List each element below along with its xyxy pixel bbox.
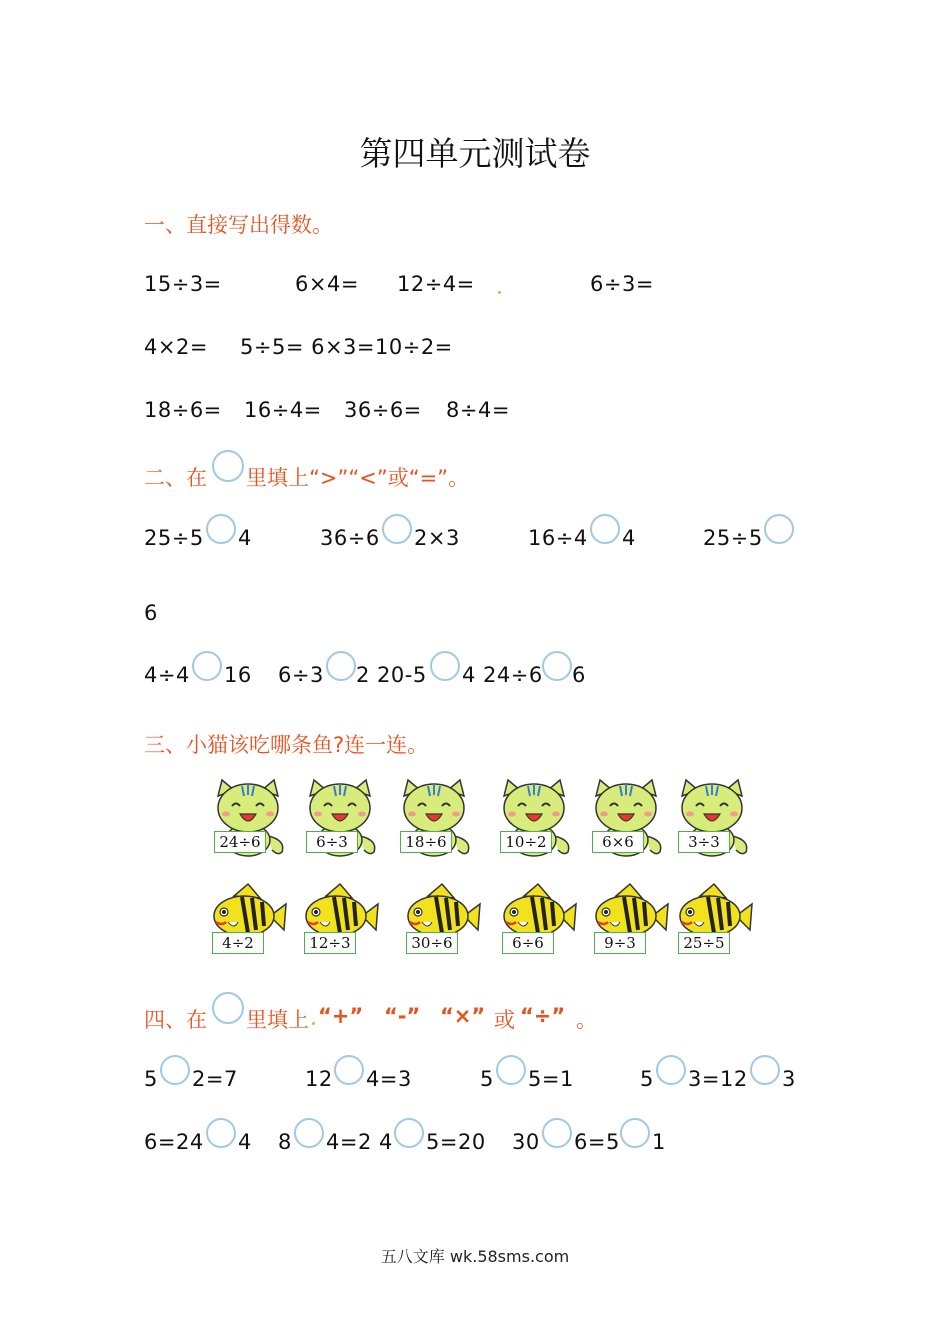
answer-circle[interactable] — [590, 514, 620, 544]
problem: 2×3 — [414, 526, 460, 550]
answer-circle[interactable] — [656, 1055, 686, 1085]
answer-circle[interactable] — [206, 514, 236, 544]
section4-heading-or: 或 — [494, 1008, 515, 1032]
cat-expression-card: 6÷3 — [306, 831, 358, 853]
problem: 8 — [278, 1130, 292, 1154]
answer-circle-example — [212, 992, 244, 1024]
section3-heading: 三、小猫该吃哪条鱼?连一连。 — [144, 733, 429, 757]
problem: 36÷6= — [344, 398, 422, 422]
problem: 3=12 — [688, 1067, 748, 1091]
page-title: 第四单元测试卷 — [359, 134, 591, 173]
problem: 1 — [652, 1130, 666, 1154]
problem: 18÷6= — [144, 398, 222, 422]
answer-circle[interactable] — [160, 1055, 190, 1085]
section4-heading-start: 四、在 — [144, 1008, 207, 1032]
problem: 16 — [224, 663, 252, 687]
problem: 4 24÷6 — [462, 663, 543, 687]
section2-heading-start: 二、在 — [144, 466, 207, 490]
answer-circle[interactable] — [496, 1055, 526, 1085]
answer-circle[interactable] — [764, 514, 794, 544]
answer-circle[interactable] — [382, 514, 412, 544]
answer-circle[interactable] — [192, 651, 222, 681]
symbol-plus: “+” — [318, 1004, 364, 1028]
fish-expression-card: 4÷2 — [212, 932, 264, 954]
problem: 4 — [238, 1130, 252, 1154]
problem: 4 — [238, 526, 252, 550]
answer-circle[interactable] — [430, 651, 460, 681]
fish-expression-card: 6÷6 — [502, 932, 554, 954]
problem: 12÷4= — [397, 272, 475, 296]
cat-expression-card: 24÷6 — [214, 831, 266, 853]
section4-heading-end: 。 — [576, 1008, 597, 1032]
cat-expression-card: 6×6 — [592, 831, 644, 853]
problem: 6=5 — [574, 1130, 620, 1154]
cat-expression-card: 10÷2 — [500, 831, 552, 853]
stray-mark — [498, 291, 501, 294]
answer-circle[interactable] — [206, 1118, 236, 1148]
fish-expression-card: 25÷5 — [678, 932, 730, 954]
symbol-divide: “÷” — [520, 1004, 566, 1028]
problem: 5=1 — [528, 1067, 574, 1091]
problem: 5 — [144, 1067, 158, 1091]
problem: 5÷5= 6×3=10÷2= — [240, 335, 453, 359]
fish-expression-card: 12÷3 — [304, 932, 356, 954]
problem: 6÷3 — [278, 663, 324, 687]
answer-circle-example — [212, 450, 244, 482]
section4-heading-mid: 里填上 — [246, 1008, 309, 1032]
problem: 3 — [782, 1067, 796, 1091]
problem: 15÷3= — [144, 272, 222, 296]
problem: 4÷4 — [144, 663, 190, 687]
answer-circle[interactable] — [750, 1055, 780, 1085]
problem: 16÷4 — [528, 526, 588, 550]
answer-circle[interactable] — [294, 1118, 324, 1148]
problem: 12 — [305, 1067, 333, 1091]
symbol-minus: “-” — [384, 1004, 421, 1028]
problem: 36÷6 — [320, 526, 380, 550]
answer-circle[interactable] — [326, 651, 356, 681]
problem: 6 — [572, 663, 586, 687]
symbol-times: “×” — [440, 1004, 486, 1028]
problem: 6÷3= — [590, 272, 654, 296]
footer-source: 五八文库 wk.58sms.com — [380, 1247, 570, 1266]
problem: 4=2 4 — [326, 1130, 393, 1154]
problem: 25÷5 — [703, 526, 763, 550]
answer-circle[interactable] — [620, 1118, 650, 1148]
problem: 6=24 — [144, 1130, 204, 1154]
stray-mark — [312, 1022, 315, 1025]
problem: 8÷4= — [446, 398, 510, 422]
problem: 4×2= — [144, 335, 208, 359]
cat-expression-card: 3÷3 — [678, 831, 730, 853]
problem: 25÷5 — [144, 526, 204, 550]
problem: 2=7 — [192, 1067, 238, 1091]
problem-wrap: 6 — [144, 601, 158, 625]
problem: 30 — [512, 1130, 540, 1154]
cat-expression-card: 18÷6 — [400, 831, 452, 853]
answer-circle[interactable] — [334, 1055, 364, 1085]
answer-circle[interactable] — [394, 1118, 424, 1148]
problem: 5 — [480, 1067, 494, 1091]
answer-circle[interactable] — [542, 651, 572, 681]
problem: 5=20 — [426, 1130, 486, 1154]
fish-expression-card: 30÷6 — [406, 932, 458, 954]
section1-heading: 一、直接写出得数。 — [144, 213, 333, 237]
problem: 2 20-5 — [356, 663, 427, 687]
fish-expression-card: 9÷3 — [594, 932, 646, 954]
problem: 4 — [622, 526, 636, 550]
problem: 4=3 — [366, 1067, 412, 1091]
section2-heading-end: 里填上“>”“<”或“=”。 — [246, 466, 470, 490]
problem: 6×4= — [295, 272, 359, 296]
problem: 16÷4= — [244, 398, 322, 422]
problem: 5 — [640, 1067, 654, 1091]
answer-circle[interactable] — [542, 1118, 572, 1148]
